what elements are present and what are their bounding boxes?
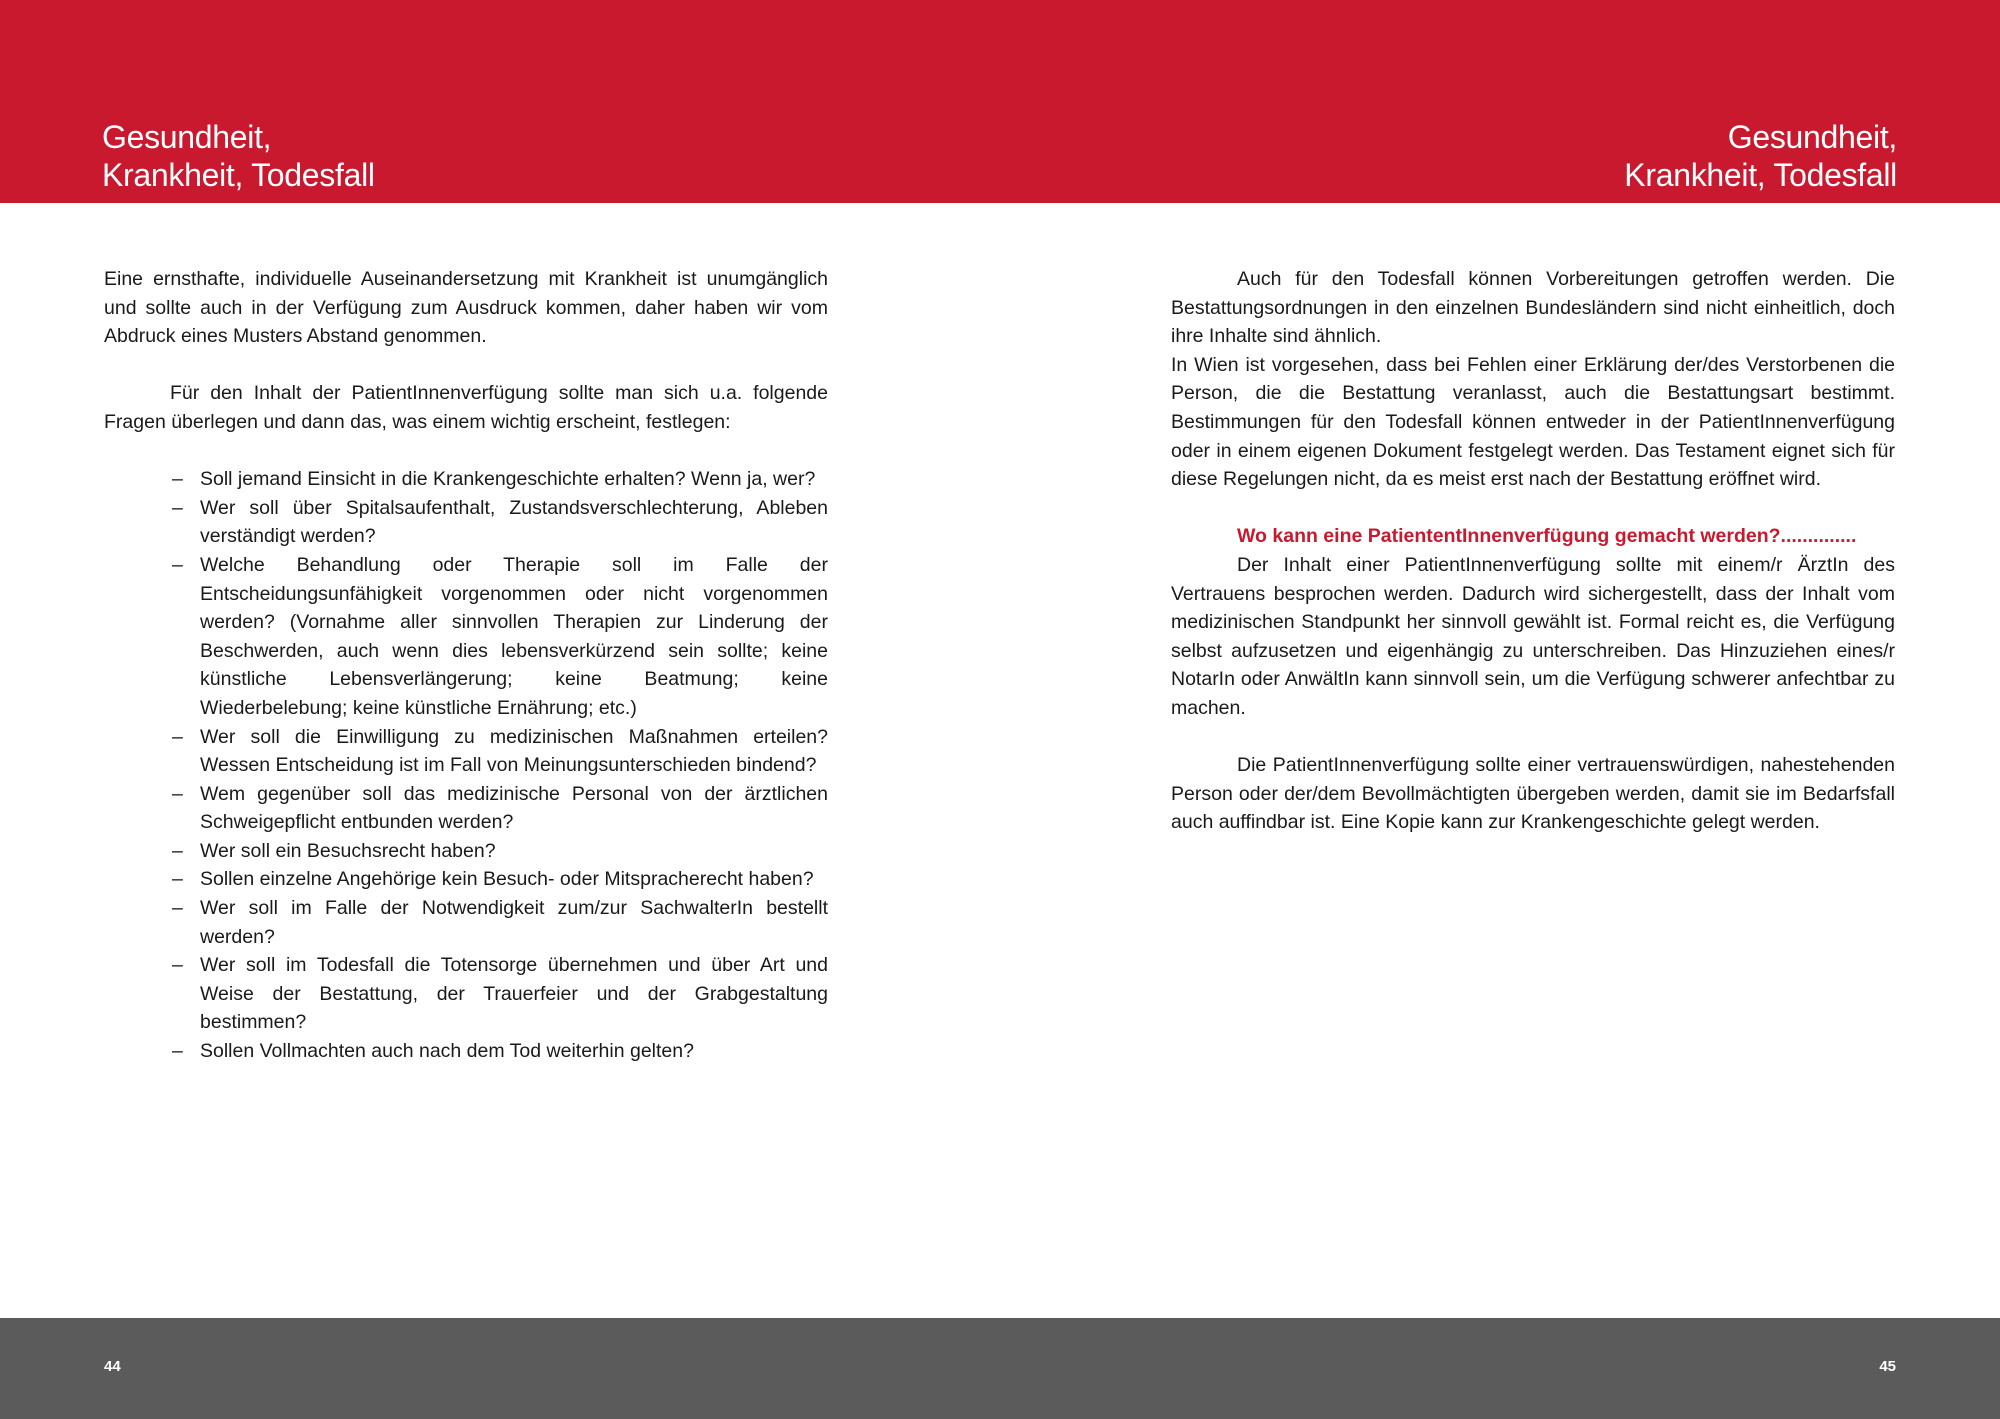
- list-item: [172, 494, 828, 551]
- left-page-title: [102, 118, 375, 194]
- right-page-title-line1: Gesundheit,: [1727, 119, 1897, 155]
- right-page-body: [1171, 265, 1895, 837]
- list-dash: –: [172, 468, 183, 491]
- paragraph-spacer: [104, 437, 828, 466]
- question-text: Wem gegenüber soll das medizinische Personal von der ärztlichen Schweigepflicht entbunden werden?: [200, 782, 828, 834]
- list-item: [172, 837, 828, 866]
- question-text: Wer soll ein Besuchsrecht haben?: [200, 839, 496, 862]
- list-dash: –: [172, 868, 183, 891]
- question-text: Sollen einzelne Angehörige kein Besuch- oder Mitspracherecht haben?: [200, 868, 814, 891]
- questions-list: [104, 465, 828, 1065]
- list-item: [172, 865, 828, 894]
- paragraph-spacer: [104, 351, 828, 380]
- list-item: [172, 780, 828, 837]
- list-item: [172, 465, 828, 494]
- right-page-number: 45: [1879, 1358, 1896, 1375]
- section-subheading: Wo kann eine PatiententInnenverfügung gemacht werden?..............: [1237, 525, 1857, 548]
- footer-band: [0, 1318, 2000, 1419]
- list-dash: –: [172, 897, 183, 920]
- handover-paragraph: Die PatientInnenverfügung sollte einer vertrauenswürdigen, nahestehenden Person oder der/dem Bevollmächtigten übergeben werden, damit sie im Bedarfsfall auch auffindbar ist. Eine Kopie kann zur Krankengeschichte gelegt werden.: [1171, 754, 1895, 834]
- right-page-title-line2: Krankheit, Todesfall: [1624, 157, 1897, 193]
- list-dash: –: [172, 839, 183, 862]
- list-item: [172, 1037, 828, 1066]
- question-text: Wer soll über Spitalsaufenthalt, Zustandsverschlechterung, Ableben verständigt werden?: [200, 496, 828, 548]
- left-page-title-line2: Krankheit, Todesfall: [102, 157, 375, 193]
- list-dash: –: [172, 496, 183, 519]
- list-dash: –: [172, 725, 183, 748]
- question-text: Sollen Vollmachten auch nach dem Tod weiterhin gelten?: [200, 1040, 694, 1063]
- question-text: Wer soll im Todesfall die Totensorge übernehmen und über Art und Weise der Bestattung, der Trauerfeier und der Grabgestaltung bestimmen?: [200, 954, 828, 1034]
- question-text: Soll jemand Einsicht in die Krankengeschichte erhalten? Wenn ja, wer?: [200, 468, 816, 491]
- burial-paragraph: Auch für den Todesfall können Vorbereitungen getroffen werden. Die Bestattungsordnungen in den einzelnen Bundesländern sind nicht einheitlich, doch ihre Inhalte sind ähnlich.: [1171, 268, 1895, 348]
- list-item: [172, 723, 828, 780]
- question-text: Wer soll im Falle der Notwendigkeit zum/zur SachwalterIn bestellt werden?: [200, 897, 828, 948]
- vienna-paragraph: In Wien ist vorgesehen, dass bei Fehlen einer Erklärung der/des Verstorbenen die Person, die die Bestattung veranlasst, auch die Bestattungsart bestimmt. Bestimmungen für den Todesfall können entweder in der PatientInnenverfügung oder in einem eigenen Dokument festgelegt werden. Das Testament eignet sich für diese Regelungen nicht, da es meist erst nach der Bestattung eröffnet wird.: [1171, 353, 1895, 491]
- left-intro-paragraph: Eine ernsthafte, individuelle Auseinandersetzung mit Krankheit ist unumgänglich und sollte auch in der Verfügung zum Ausdruck kommen, daher haben wir vom Abdruck eines Musters Abstand genommen.: [104, 268, 828, 348]
- list-item: [172, 551, 828, 723]
- paragraph-spacer: [1171, 494, 1895, 523]
- list-dash: –: [172, 553, 183, 576]
- list-dash: –: [172, 782, 183, 805]
- left-page-title-line1: Gesundheit,: [102, 119, 272, 155]
- paragraph-spacer: [1171, 723, 1895, 752]
- question-text: Welche Behandlung oder Therapie soll im Falle der Entscheidungsunfähigkeit vorgenommen oder nicht vorgenommen werden? (Vornahme aller sinnvollen Therapien zur Linderung der Beschwerden, auch wenn dies lebensverkürzend sein sollte; keine künstliche Lebensverlängerung; keine Beatmung; keine Wiederbelebung; keine künstliche Ernährung; etc.): [200, 553, 828, 719]
- questions-intro-paragraph: Für den Inhalt der PatientInnenverfügung sollte man sich u.a. folgende Fragen überlegen und dann das, was einem wichtig erscheint, festlegen:: [104, 382, 828, 433]
- list-item: [172, 951, 828, 1037]
- where-paragraph: Der Inhalt einer PatientInnenverfügung sollte mit einem/r ÄrztIn des Vertrauens besprochen werden. Dadurch wird sichergestellt, dass der Inhalt vom medizinischen Standpunkt her sinnvoll gewählt ist. Formal reicht es, die Verfügung selbst aufzusetzen und eigenhängig zu unterschreiben. Das Hinzuziehen eines/r NotarIn oder AnwältIn kann sinnvoll sein, um die Verfügung schwerer anfechtbar zu machen.: [1171, 553, 1895, 719]
- left-page-number: 44: [104, 1358, 121, 1375]
- list-item: [172, 894, 828, 951]
- left-page-body: [104, 265, 828, 1066]
- list-dash: –: [172, 1040, 183, 1063]
- right-page-title: [1624, 118, 1897, 194]
- question-text: Wer soll die Einwilligung zu medizinischen Maßnahmen erteilen? Wessen Entscheidung ist im Fall von Meinungsunterschieden bindend?: [200, 725, 828, 777]
- list-dash: –: [172, 954, 183, 977]
